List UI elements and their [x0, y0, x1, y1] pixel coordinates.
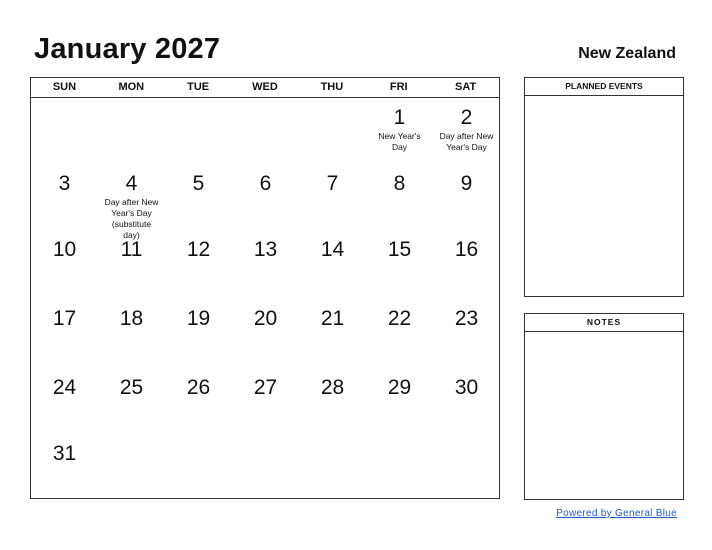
- day-cell: [433, 238, 500, 262]
- day-number: 28: [320, 376, 345, 399]
- day-number: 13: [253, 238, 278, 261]
- day-number: 4: [125, 172, 138, 195]
- day-cell: [232, 307, 299, 331]
- day-number: 9: [460, 172, 473, 195]
- day-number: 6: [259, 172, 272, 195]
- day-cell: [232, 376, 299, 400]
- day-number: 25: [119, 376, 144, 399]
- weekday-sun: SUN: [52, 81, 77, 93]
- holiday-label: Day after New Year's Day (substitute day): [104, 197, 159, 240]
- day-number: 3: [58, 172, 71, 195]
- day-number: 30: [454, 376, 479, 399]
- weekday-header: [31, 78, 499, 98]
- calendar-grid: [30, 77, 500, 499]
- day-cell: [98, 238, 165, 262]
- day-cell: [433, 172, 500, 196]
- planned-events-panel: [524, 77, 684, 297]
- day-number: 12: [186, 238, 211, 261]
- powered-by-link[interactable]: Powered by General Blue: [556, 508, 677, 519]
- day-cell: [232, 172, 299, 196]
- day-cell: [165, 307, 232, 331]
- day-cell: [299, 172, 366, 196]
- day-number: 2: [460, 106, 473, 129]
- day-cell: [165, 238, 232, 262]
- day-cell: [433, 106, 500, 153]
- day-number: 18: [119, 307, 144, 330]
- weekday-mon: MON: [118, 81, 145, 93]
- day-number: 26: [186, 376, 211, 399]
- notes-heading: NOTES: [525, 314, 683, 332]
- day-number: 20: [253, 307, 278, 330]
- day-cell: [165, 172, 232, 196]
- day-number: 1: [393, 106, 406, 129]
- day-number: 22: [387, 307, 412, 330]
- notes-panel: [524, 313, 684, 500]
- planned-events-heading: PLANNED EVENTS: [525, 78, 683, 96]
- weekday-sat: SAT: [454, 81, 477, 93]
- day-number: 11: [120, 238, 143, 261]
- day-cell: [433, 376, 500, 400]
- weekday-tue: TUE: [187, 81, 210, 93]
- day-cell: [98, 307, 165, 331]
- page-title: January 2027: [34, 33, 221, 65]
- day-number: 19: [186, 307, 211, 330]
- day-number: 31: [52, 442, 77, 465]
- day-cell: [232, 238, 299, 262]
- day-cell: [98, 376, 165, 400]
- holiday-label: Day after New Year's Day: [439, 131, 494, 152]
- weekday-fri: FRI: [389, 81, 408, 93]
- day-cell: [299, 238, 366, 262]
- day-cell: [299, 376, 366, 400]
- day-number: 24: [52, 376, 77, 399]
- day-cell: [366, 172, 433, 196]
- country-label: New Zealand: [578, 45, 676, 62]
- day-cell: [366, 238, 433, 262]
- weekday-wed: WED: [252, 81, 278, 93]
- day-cell: [366, 106, 433, 153]
- day-number: 10: [52, 238, 77, 261]
- day-number: 15: [387, 238, 412, 261]
- day-number: 7: [326, 172, 339, 195]
- holiday-label: New Year's Day: [378, 131, 421, 152]
- day-cell: [31, 442, 98, 466]
- day-number: 27: [253, 376, 278, 399]
- day-number: 16: [454, 238, 479, 261]
- day-cell: [366, 376, 433, 400]
- day-cell: [366, 307, 433, 331]
- day-number: 21: [320, 307, 345, 330]
- day-number: 29: [387, 376, 412, 399]
- day-cell: [31, 238, 98, 262]
- day-number: 23: [454, 307, 479, 330]
- day-cell: [31, 376, 98, 400]
- day-cell: [98, 172, 165, 241]
- day-number: 14: [320, 238, 345, 261]
- day-cell: [165, 376, 232, 400]
- day-cell: [433, 307, 500, 331]
- day-number: 17: [52, 307, 77, 330]
- day-cell: [299, 307, 366, 331]
- weekday-thu: THU: [320, 81, 344, 93]
- day-number: 5: [192, 172, 205, 195]
- day-cell: [31, 172, 98, 196]
- day-cell: [31, 307, 98, 331]
- day-number: 8: [393, 172, 406, 195]
